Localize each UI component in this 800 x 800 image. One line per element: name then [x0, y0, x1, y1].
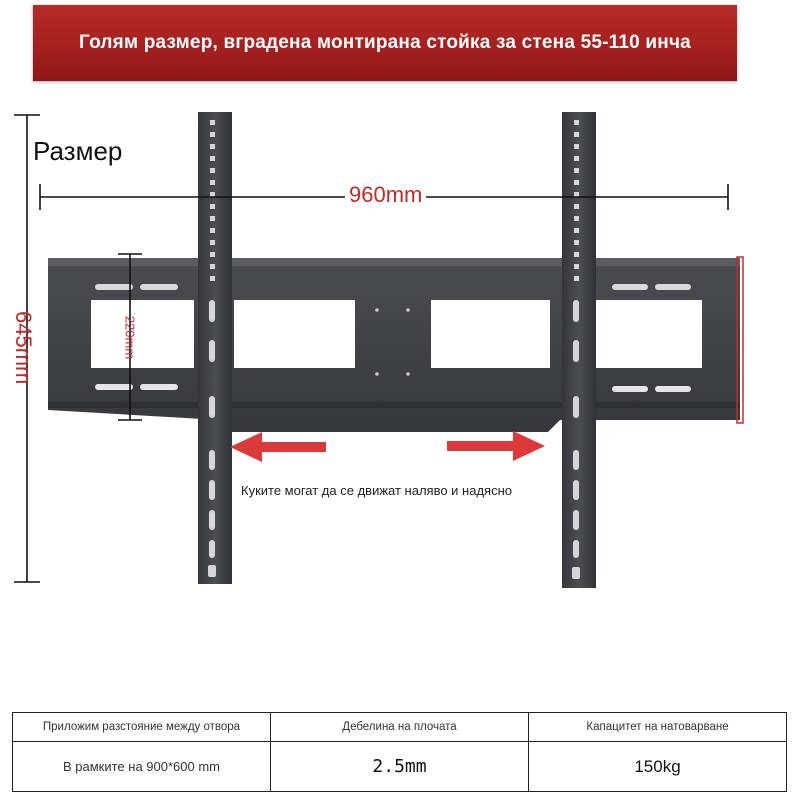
- left-hanger-arm: [198, 112, 232, 584]
- specs-header-row: [13, 713, 787, 742]
- plate-cutout: [234, 300, 355, 368]
- arrow-left-icon: [230, 432, 326, 462]
- banner-title: Голям размер, вградена монтирана стойка за стена 55-110 инча: [79, 32, 691, 53]
- header-hole-distance: Приложим разстояние между отвора: [13, 713, 271, 742]
- specs-table: [12, 712, 787, 792]
- plate-cutout: [594, 300, 702, 368]
- height-dimension-label: 645mm: [11, 311, 36, 385]
- size-label: Размер: [33, 136, 123, 166]
- width-dimension-label: 960mm: [345, 182, 426, 208]
- hole-spacing-label: 220mm: [122, 315, 138, 360]
- plate-cutout: [431, 300, 550, 368]
- hooks-note: Куките могат да се движат наляво и надясно: [241, 483, 512, 498]
- value-plate-thickness: 2.5mm: [271, 742, 529, 792]
- wall-plate: [48, 258, 740, 432]
- value-load-capacity: 150kg: [529, 742, 787, 792]
- header-plate-thickness: Дебелина на плочата: [271, 713, 529, 742]
- right-hanger-arm: [562, 112, 596, 588]
- header-load-capacity: Капацитет на натоварване: [529, 713, 787, 742]
- plate-cutout: [91, 300, 194, 368]
- value-hole-distance: В рамките на 900*600 mm: [13, 742, 271, 792]
- specs-value-row: [13, 742, 787, 792]
- arrow-right-icon: [447, 431, 545, 461]
